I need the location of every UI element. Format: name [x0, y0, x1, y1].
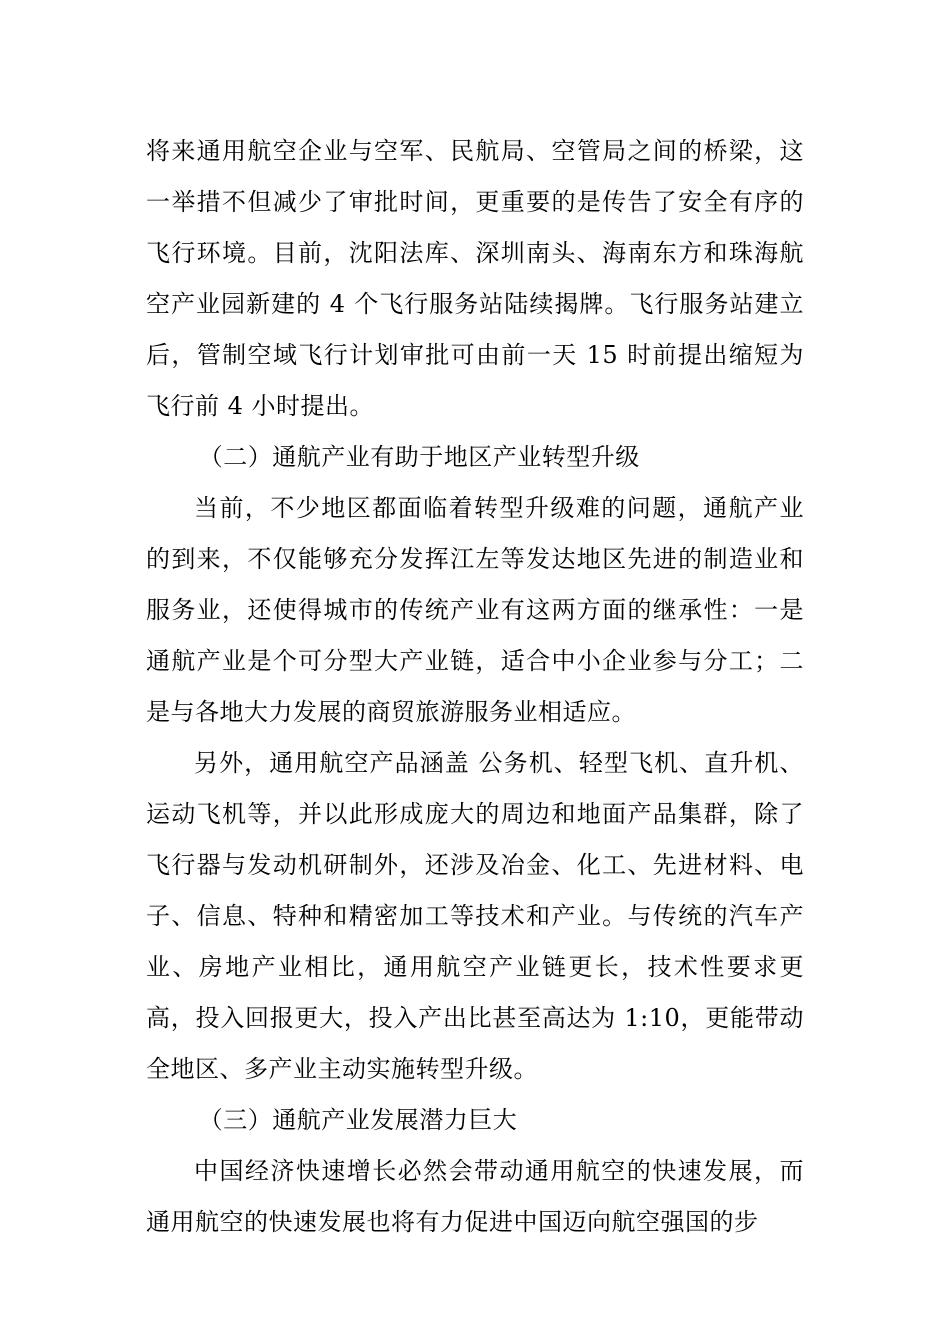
document-body: [146, 126, 804, 1248]
section-heading-2: （二）通航产业有助于地区产业转型升级: [198, 443, 640, 471]
paragraph: 中国经济快速增长必然会带动通用航空的快速发展，而通用航空的快速发展也将有力促进中国迈向航空强国的步: [146, 1157, 804, 1236]
paragraph: 当前，不少地区都面临着转型升级难的问题，通航产业的到来，不仅能够充分发挥江左等发达地区先进的制造业和服务业，还使得城市的传统产业有这两方面的继承性：一是通航产业是个可分型大产业链，适合中小企业参与分工；二是与各地大力发展的商贸旅游服务业相适应。: [146, 494, 804, 726]
section-heading-3: （三）通航产业发展潜力巨大: [198, 1106, 518, 1134]
paragraph: 另外，通用航空产品涵盖 公务机、轻型飞机、直升机、运动飞机等，并以此形成庞大的周边和地面产品集群，除了飞行器与发动机研制外，还涉及冶金、化工、先进材料、电子、信息、特种和精密加工等技术和产业。与传统的汽车产业、房地产业相比，通用航空产业链更长，技术性要求更高，投入回报更大，投入产出比甚至高达为 1:10，更能带动全地区、多产业主动实施转型升级。: [146, 749, 804, 1083]
paragraph-continued: 将来通用航空企业与空军、民航局、空管局之间的桥梁，这一举措不但减少了审批时间，更重要的是传告了安全有序的飞行环境。目前，沈阳法库、深圳南头、海南东方和珠海航空产业园新建的 4 个飞行服务站陆续揭牌。飞行服务站建立后，管制空域飞行计划审批可由前一天 15 时前提出缩短为飞行前 4 小时提出。: [146, 137, 804, 420]
